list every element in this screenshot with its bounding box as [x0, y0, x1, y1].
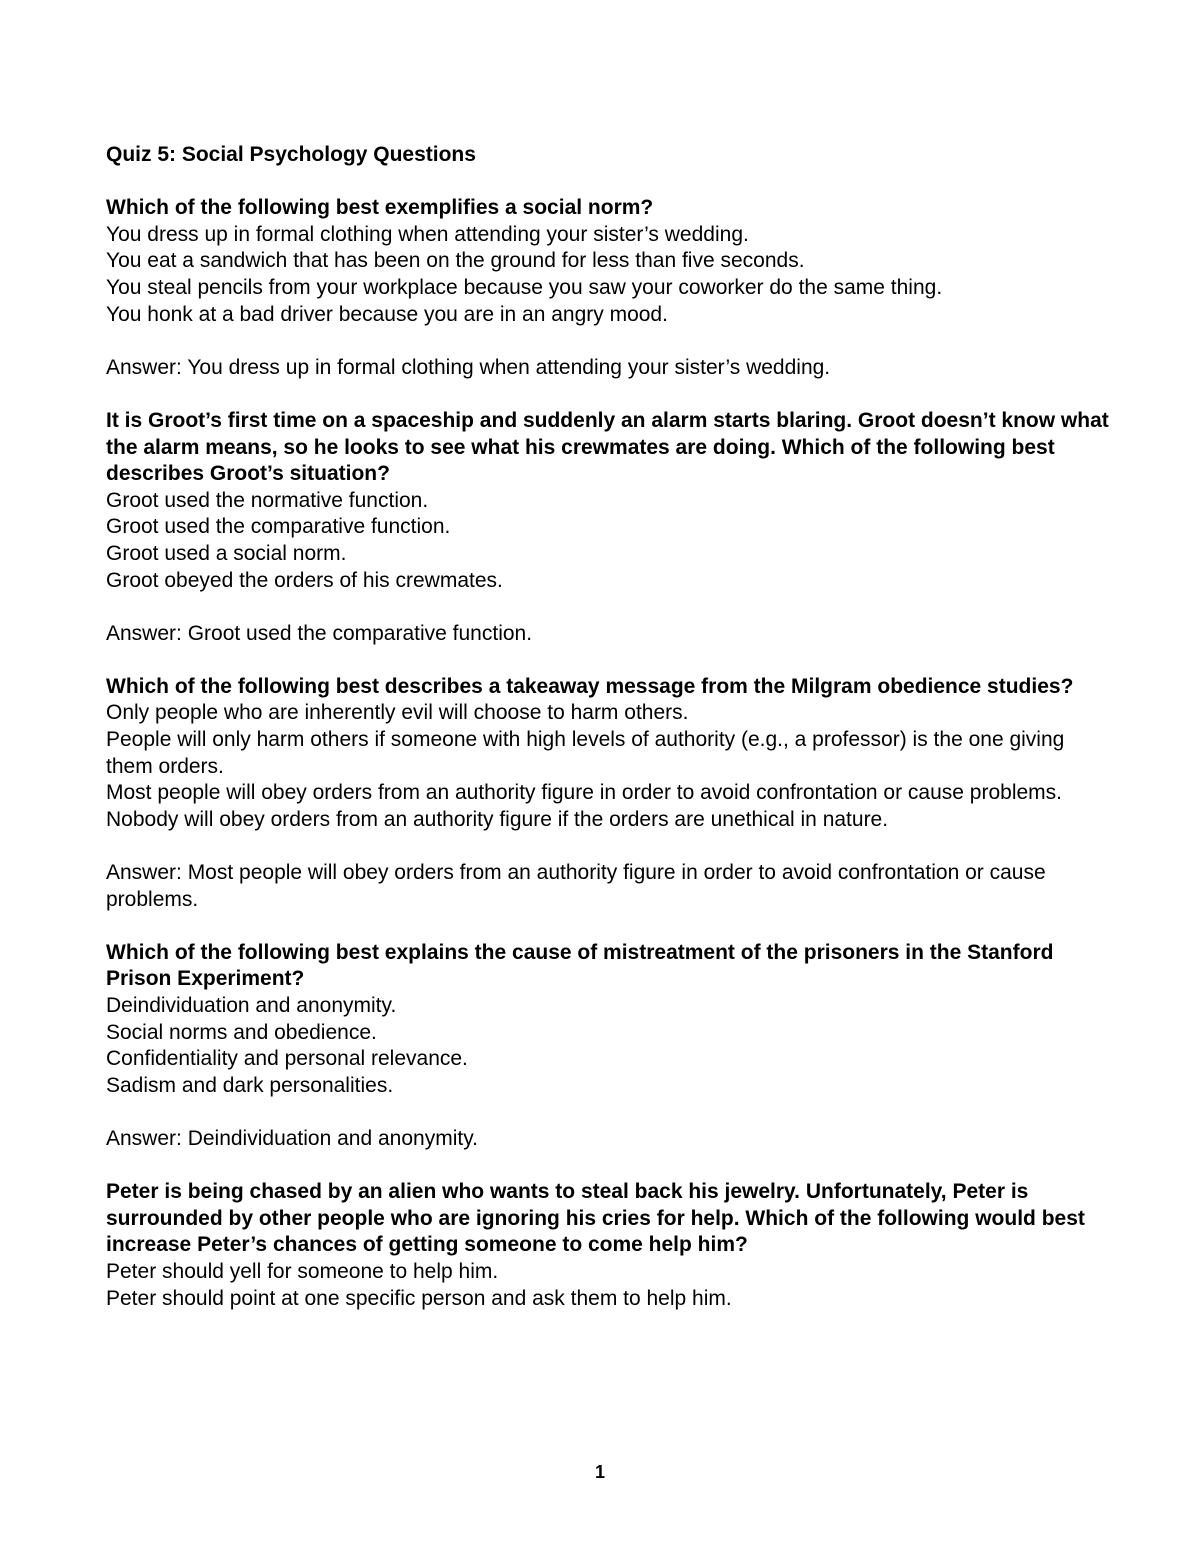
- answer-text: Answer: Groot used the comparative function.: [106, 621, 533, 645]
- question-text: Which of the following best explains the cause of mistreatment of the prisoners in the Stanford Prison Experiment?: [106, 940, 1054, 991]
- option-text: Groot used a social norm.: [106, 541, 347, 565]
- option-text: You honk at a bad driver because you are in an angry mood.: [106, 302, 668, 326]
- option-text: Confidentiality and personal relevance.: [106, 1047, 468, 1071]
- question-3: [106, 674, 1116, 913]
- option-text: Social norms and obedience.: [106, 1020, 377, 1044]
- option-text: Deindividuation and anonymity.: [106, 994, 397, 1017]
- option-text: Groot obeyed the orders of his crewmates.: [106, 568, 503, 592]
- question-text: Which of the following best exemplifies a social norm?: [106, 196, 654, 220]
- question-2: [106, 408, 1116, 647]
- page-title: Quiz 5: Social Psychology Questions: [106, 143, 476, 166]
- answer-text: Answer: Deindividuation and anonymity.: [106, 1126, 478, 1150]
- page-number: 1: [594, 1462, 605, 1482]
- question-1: [106, 195, 1116, 381]
- option-text: You dress up in formal clothing when attending your sister’s wedding.: [106, 222, 749, 246]
- question-text: It is Groot’s first time on a spaceship and suddenly an alarm starts blaring. Groot doesn’t know what the alarm means, so he looks to see what his crewmates are doing. Which of the following best describes Groot’s situation?: [106, 408, 1109, 486]
- answer-text: Answer: You dress up in formal clothing when attending your sister’s wedding.: [106, 355, 831, 379]
- question-text: Peter is being chased by an alien who wants to steal back his jewelry. Unfortunately, Peter is surrounded by other people who are ignoring his cries for help. Which of the following would best increase Peter’s chances of getting someone to come help him?: [106, 1180, 1085, 1257]
- option-text: Peter should point at one specific person and ask them to help him.: [106, 1286, 732, 1310]
- option-text: Groot used the normative function.: [106, 488, 429, 512]
- document-body: [106, 142, 1116, 1312]
- option-text: Nobody will obey orders from an authority figure if the orders are unethical in nature.: [106, 807, 889, 831]
- question-5: [106, 1179, 1116, 1312]
- option-text: Peter should yell for someone to help him.: [106, 1259, 499, 1283]
- option-text: Sadism and dark personalities.: [106, 1073, 394, 1097]
- answer-text: Answer: Most people will obey orders from an authority figure in order to avoid confrontation or cause problems.: [106, 861, 1046, 911]
- option-text: You steal pencils from your workplace because you saw your coworker do the same thing.: [106, 275, 943, 299]
- option-text: People will only harm others if someone with high levels of authority (e.g., a professor) is the one giving them orders.: [106, 728, 1065, 778]
- option-text: Groot used the comparative function.: [106, 515, 451, 539]
- option-text: Most people will obey orders from an authority figure in order to avoid confrontation or cause problems.: [106, 781, 1062, 805]
- option-text: You eat a sandwich that has been on the ground for less than five seconds.: [106, 249, 805, 273]
- question-text: Which of the following best describes a takeaway message from the Milgram obedience studies?: [106, 674, 1074, 698]
- question-4: [106, 940, 1116, 1153]
- option-text: Only people who are inherently evil will choose to harm others.: [106, 701, 689, 725]
